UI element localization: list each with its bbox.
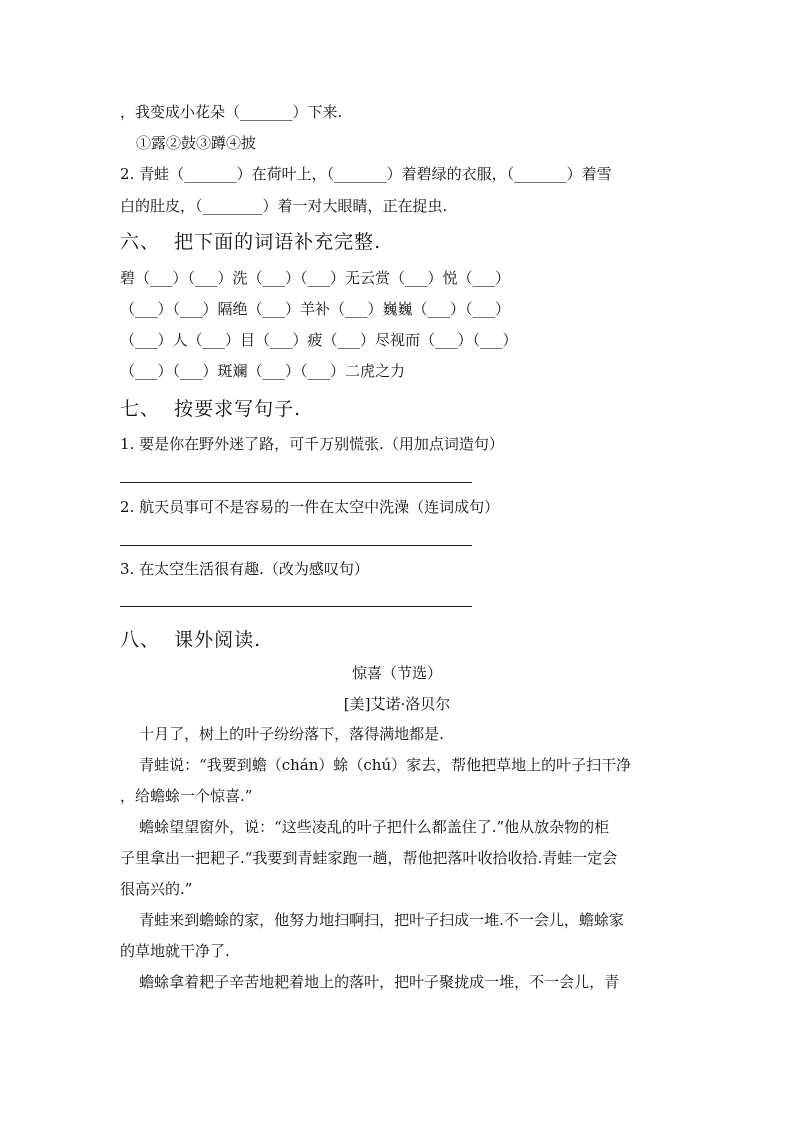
option-list: ①露②鼓③蹲④披 — [136, 134, 257, 152]
answer-line-1[interactable] — [120, 482, 472, 483]
question-2-line-2: 白的肚皮，（________）着一对大眼睛，正在捉虫. — [120, 197, 448, 215]
reading-line: 子里拿出一把耙子.“我要到青蛙家跑一趟，帮他把落叶收拾收拾.青蛙一定会 — [120, 849, 618, 867]
reading-line: 青蛙说：“我要到蟾（chán）蜍（chú）家去，帮他把草地上的叶子扫干净 — [120, 756, 632, 774]
reading-line: ，给蟾蜍一个惊喜.” — [120, 787, 253, 805]
word-completion-row: （___）人（___）目（___）疲（___）尽视而（___）（___） — [120, 331, 518, 349]
reading-line: 蟾蜍拿着耙子辛苦地耙着地上的落叶，把叶子聚拢成一堆，不一会儿，青 — [120, 973, 620, 991]
section-7-heading: 七、 按要求写句子. — [120, 398, 302, 420]
reading-author: [美]艾诺·洛贝尔 — [343, 695, 451, 713]
sentence-question-1: 1. 要是你在野外迷了路，可千万别慌张.（用加点词造句） — [120, 435, 504, 453]
reading-line: 十月了，树上的叶子纷纷落下，落得满地都是. — [120, 725, 444, 743]
reading-line: 的草地就干净了. — [120, 942, 230, 960]
sentence-question-3: 3. 在太空生活很有趣.（改为感叹句） — [120, 560, 369, 578]
word-completion-row: （___）（___）隔绝（___）羊补（___）巍巍（___）（___） — [120, 300, 511, 318]
sentence-question-2: 2. 航天员事可不是容易的一件在太空中洗澡（连词成句） — [120, 498, 500, 516]
fill-blank-line: ，我变成小花朵（_______）下来. — [120, 103, 343, 121]
reading-line: 很高兴的.” — [120, 880, 193, 898]
question-2-line-1: 2. 青蛙（_______）在荷叶上，（_______）着碧绿的衣服，（_______）着雪 — [120, 165, 612, 183]
reading-line: 蟾蜍望望窗外，说：“这些凌乱的叶子把什么都盖住了.”他从放杂物的柜 — [120, 818, 610, 836]
answer-line-3[interactable] — [120, 606, 472, 607]
answer-line-2[interactable] — [120, 545, 472, 546]
section-6-heading: 六、 把下面的词语补充完整. — [120, 231, 382, 253]
reading-title: 惊喜（节选） — [351, 664, 442, 682]
reading-line: 青蛙来到蟾蜍的家，他努力地扫啊扫，把叶子扫成一堆.不一会儿，蟾蜍家 — [120, 911, 624, 929]
section-8-heading: 八、 课外阅读. — [120, 629, 262, 651]
word-completion-row: （___）（___）斑斓（___）（___）二虎之力 — [120, 362, 406, 380]
word-completion-row: 碧（___）（___）洗（___）（___）无云赏（___）悦（___） — [120, 269, 511, 287]
